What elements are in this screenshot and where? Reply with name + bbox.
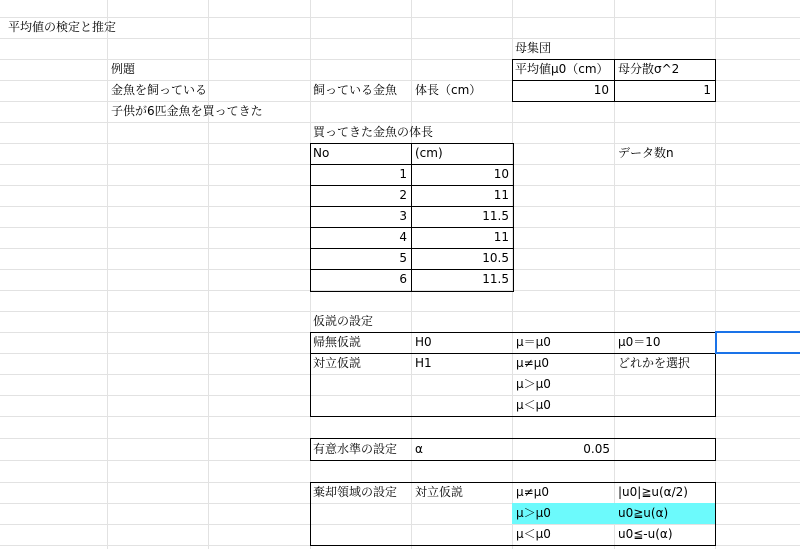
sheet-title: 平均値の検定と推定 bbox=[8, 20, 117, 34]
owned-fish-label: 飼っている金魚 bbox=[313, 83, 398, 97]
rejection-region: |u0|≧u(α/2) bbox=[618, 485, 688, 499]
fish-row-cm: 10 bbox=[493, 167, 509, 181]
significance-label: 有意水準の設定 bbox=[313, 442, 398, 456]
population-variance-label: 母分散σ^2 bbox=[618, 62, 680, 76]
data-count-label: データ数n bbox=[618, 146, 674, 160]
grid-line bbox=[107, 0, 108, 549]
population-mean-label: 平均値μ0（cm） bbox=[515, 62, 609, 76]
grid-line bbox=[0, 38, 800, 39]
example-line-1: 金魚を飼っている bbox=[111, 83, 208, 97]
null-hypothesis-expr: μ＝μ0 bbox=[516, 335, 551, 349]
significance-value: 0.05 bbox=[583, 442, 610, 456]
population-variance-value: 1 bbox=[703, 83, 711, 97]
rejection-region: u0≦-u(α) bbox=[618, 527, 673, 541]
fish-row-cm: 11.5 bbox=[482, 209, 509, 223]
grid-line bbox=[208, 0, 209, 549]
alt-option: μ＞μ0 bbox=[516, 377, 551, 391]
rejection-alt: μ＜μ0 bbox=[516, 527, 551, 541]
rejection-alt: μ＞μ0 bbox=[516, 506, 551, 520]
grid-line bbox=[0, 311, 800, 312]
choose-note: どれかを選択 bbox=[618, 356, 691, 370]
rejection-alt: μ≠μ0 bbox=[516, 485, 549, 499]
body-length-label: 体長（cm） bbox=[415, 83, 482, 97]
rejection-alt-label: 対立仮説 bbox=[415, 485, 464, 499]
fish-row-no: 5 bbox=[399, 251, 407, 265]
fish-row-no: 1 bbox=[399, 167, 407, 181]
fish-col-cm: (cm) bbox=[415, 146, 443, 160]
null-hypothesis-label: 帰無仮説 bbox=[313, 335, 362, 349]
null-hypothesis-code: H0 bbox=[415, 335, 432, 349]
fish-row-no: 3 bbox=[399, 209, 407, 223]
null-hypothesis-value: μ0＝10 bbox=[618, 335, 661, 349]
fish-col-no: No bbox=[313, 146, 330, 160]
significance-symbol: α bbox=[415, 442, 423, 456]
fish-row-no: 2 bbox=[399, 188, 407, 202]
fish-row-cm: 11 bbox=[493, 188, 509, 202]
fish-row-cm: 10.5 bbox=[482, 251, 509, 265]
rejection-label: 棄却領域の設定 bbox=[313, 485, 398, 499]
hypothesis-title: 仮説の設定 bbox=[313, 314, 374, 328]
example-line-2: 子供が6匹金魚を買ってきた bbox=[111, 104, 263, 118]
alt-option: μ＜μ0 bbox=[516, 398, 551, 412]
grid-line bbox=[0, 17, 800, 18]
fish-row-no: 6 bbox=[399, 272, 407, 286]
bought-fish-title: 買ってきた金魚の体長 bbox=[313, 125, 434, 139]
alt-hypothesis-code: H1 bbox=[415, 356, 432, 370]
alt-option: μ≠μ0 bbox=[516, 356, 549, 370]
fish-row-cm: 11.5 bbox=[482, 272, 509, 286]
fish-row-no: 4 bbox=[399, 230, 407, 244]
population-mean-value: 10 bbox=[593, 83, 609, 97]
rejection-region: u0≧u(α) bbox=[618, 506, 669, 520]
example-label: 例題 bbox=[111, 62, 136, 76]
selected-cell[interactable] bbox=[715, 331, 800, 354]
population-header: 母集団 bbox=[515, 41, 552, 55]
alt-hypothesis-label: 対立仮説 bbox=[313, 356, 362, 370]
fish-row-cm: 11 bbox=[493, 230, 509, 244]
